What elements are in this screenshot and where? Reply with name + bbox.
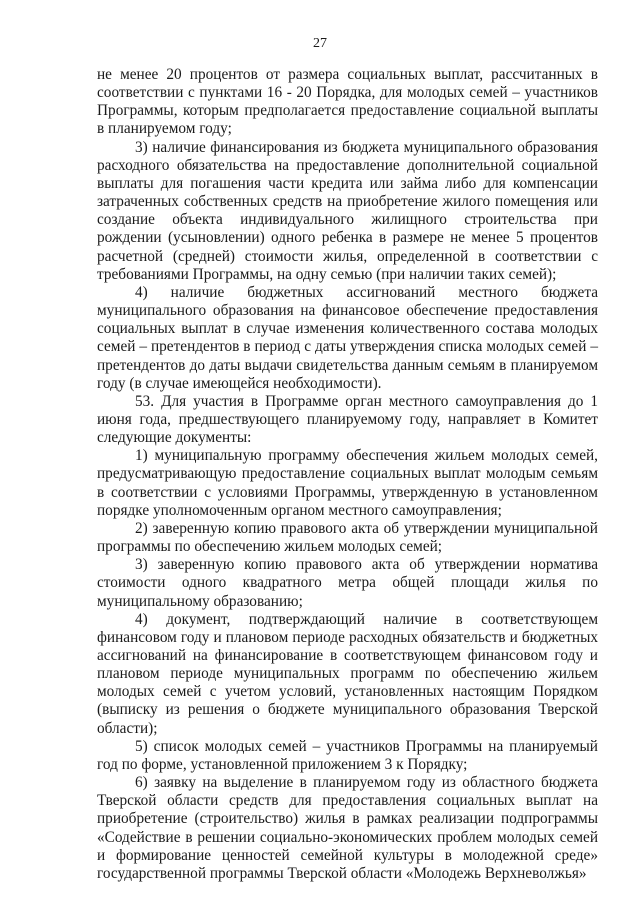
paragraph-item-3-financing: 3) наличие финансирования из бюджета муниципального образования расходного обязательства на предоставление дополнительной социальной выплаты для погашения части кредита или займа либо для компенсации затраченных собственных средств на приобретение жилого помещения или создание объекта индивидуального жилищного строительства при рождении (усыновлении) одного ребенка в размере не менее 5 процентов расчетной (средней) стоимости жилья, определенной в соответствии с требованиями Программы, на одну семью (при наличии таких семей);	[97, 138, 598, 283]
paragraph-doc-2: 2) заверенную копию правового акта об утверждении муниципальной программы по обеспечению жильем молодых семей;	[97, 519, 598, 556]
paragraph-item-4-budget: 4) наличие бюджетных ассигнований местного бюджета муниципального образования на финансовое обеспечение предоставления социальных выплат в случае изменения количественного состава молодых семей – претендентов в период с даты утверждения списка молодых семей – претендентов до даты выдачи свидетельства данным семьям в планируемом году (в случае имеющейся необходимости).	[97, 283, 598, 392]
document-body	[97, 66, 598, 883]
paragraph-doc-6: 6) заявку на выделение в планируемом году из областного бюджета Тверской области средств для предоставления социальных выплат на приобретение (строительство) жилья в рамках реализации подпрограммы «Содействие в решении социально-экономических проблем молодых семей и формирование ценностей семейной культуры в молодежной среде» государственной программы Тверской области «Молодежь Верхневолжья»	[97, 774, 598, 882]
paragraph-doc-3: 3) заверенную копию правового акта об утверждении норматива стоимости одного квадратного метра общей площади жилья по муниципальному образованию;	[97, 556, 598, 610]
paragraph-clause-53: 53. Для участия в Программе орган местного самоуправления до 1 июня года, предшествующего планируемому году, направляет в Комитет следующие документы:	[97, 392, 598, 447]
paragraph-continuation: не менее 20 процентов от размера социальных выплат, рассчитанных в соответствии с пунктами 16 - 20 Порядка, для молодых семей – участников Программы, которым предполагается предоставление социальной выплаты в планируемом году;	[97, 66, 598, 138]
paragraph-doc-1: 1) муниципальную программу обеспечения жильем молодых семей, предусматривающую предоставление социальных выплат молодым семьям в соответствии с условиями Программы, утвержденную в установленном порядке уполномоченным органом местного самоуправления;	[97, 447, 598, 519]
paragraph-doc-4: 4) документ, подтверждающий наличие в соответствующем финансовом году и плановом периоде расходных обязательств и бюджетных ассигнований на финансирование в соответствующем финансовом году и плановом периоде муниципальных программ по обеспечению жильем молодых семей с учетом условий, установленных настоящим Порядком (выписку из решения о бюджете муниципального образования Тверской области);	[97, 610, 598, 737]
page-number: 27	[313, 36, 327, 51]
paragraph-doc-5: 5) список молодых семей – участников Программы на планируемый год по форме, установленной приложением 3 к Порядку;	[97, 737, 598, 773]
